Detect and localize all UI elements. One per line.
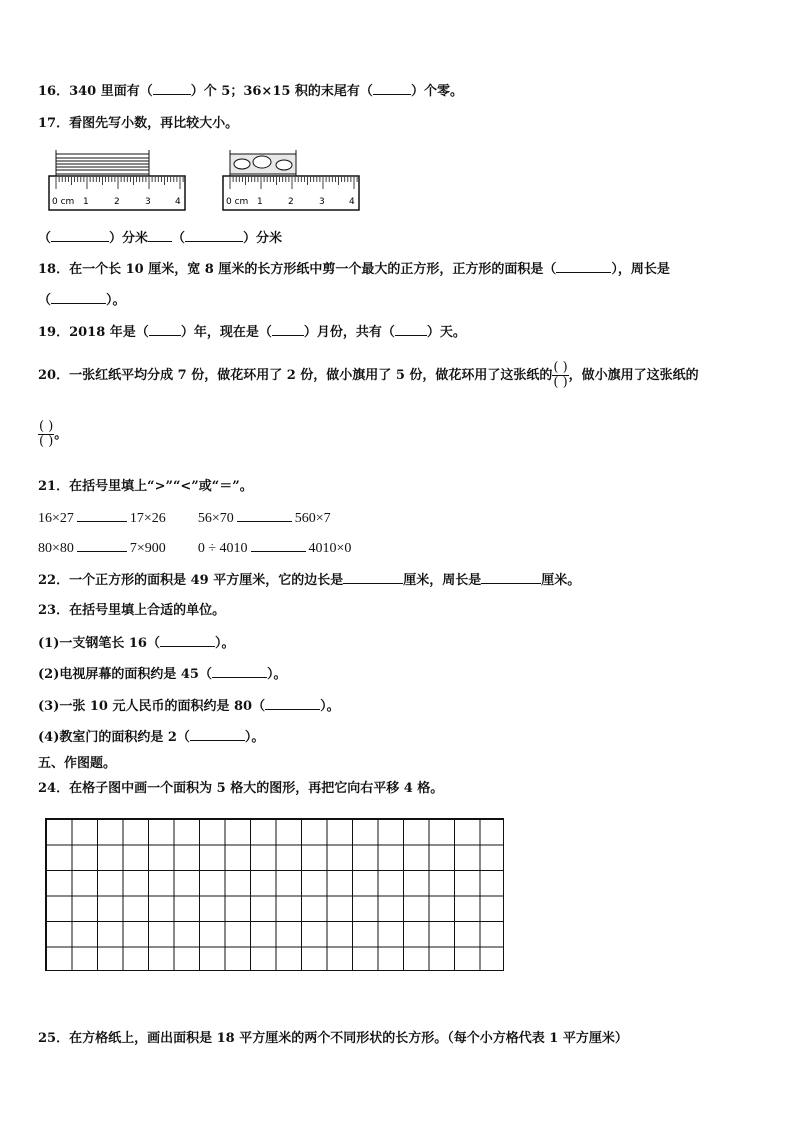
q19-text-2: ）年，现在是（	[180, 325, 272, 340]
question-18	[38, 260, 670, 279]
q23-item-1	[38, 634, 234, 653]
q17-blank-2[interactable]	[185, 229, 243, 242]
q20-frac2-numerator: ( )	[39, 419, 54, 434]
q21-row-1	[38, 509, 331, 528]
q21-expr-2a: 80×80	[38, 541, 74, 556]
q21-blank-4[interactable]	[251, 539, 306, 552]
q20-number: 20．	[38, 368, 70, 383]
q23-item2-text: (2)电视屏幕的面积约是 45（	[38, 667, 212, 682]
ruler2-label-1: 1	[257, 197, 263, 207]
q21-expr-2c: 0 ÷ 4010	[197, 541, 248, 556]
q20-frac1-denominator: ( )	[553, 375, 568, 390]
q23-item1-text: (1)一支钢笔长 16（	[38, 636, 160, 651]
question-19	[38, 323, 466, 342]
q21-row-2	[38, 539, 351, 558]
ruler2-label-4: 4	[349, 197, 355, 207]
ruler2-label-3: 3	[319, 197, 325, 207]
q22-number: 22．	[38, 573, 70, 588]
ruler-figure-1	[48, 150, 188, 212]
q23-item-3	[38, 697, 340, 716]
question-24	[38, 780, 443, 798]
q24-number: 24．	[38, 781, 70, 796]
q17-compare-blank[interactable]	[148, 229, 172, 242]
q17-answer-unit-1: ）分米	[109, 231, 149, 246]
q25-text: 在方格纸上，画出面积是 18 平方厘米的两个不同形状的长方形。（每个小方格代表 1 平方厘米）	[69, 1031, 628, 1046]
q20-frac1-numerator: ( )	[553, 360, 568, 375]
q19-text-1: 2018 年是（	[69, 325, 149, 340]
q19-blank-3[interactable]	[395, 323, 427, 336]
ruler2-label-0: 0 cm	[226, 197, 249, 207]
ruler1-label-3: 3	[145, 197, 151, 207]
q20-frac2-denominator: ( )	[39, 434, 54, 449]
q16-blank-1[interactable]	[153, 82, 191, 95]
q17-blank-1[interactable]	[51, 229, 109, 242]
q17-text: 看图先写小数，再比较大小。	[69, 116, 239, 131]
q18-number: 18．	[38, 262, 70, 277]
q23-item4-text: (4)教室门的面积约是 2（	[38, 730, 190, 745]
q23-text: 在括号里填上合适的单位。	[69, 603, 226, 618]
q23-item-4	[38, 728, 264, 747]
q19-text-4: ）天。	[426, 325, 466, 340]
q24-text: 在格子图中画一个面积为 5 格大的图形，再把它向右平移 4 格。	[69, 781, 444, 796]
q17-answer-unit-2: ）分米	[243, 231, 283, 246]
ruler1-label-4: 4	[175, 197, 181, 207]
q25-number: 25．	[38, 1031, 70, 1046]
q23-blank-2[interactable]	[212, 665, 267, 678]
q18-blank-1[interactable]	[556, 260, 611, 273]
q21-blank-2[interactable]	[237, 509, 292, 522]
q22-text-3: 厘米。	[541, 573, 581, 588]
question-20-line-2	[38, 420, 67, 449]
q20-text-2: ，做小旗用了这张纸的	[568, 368, 699, 383]
q22-blank-1[interactable]	[343, 571, 403, 584]
q19-text-3: ）月份，共有（	[303, 325, 395, 340]
q16-blank-2[interactable]	[373, 82, 411, 95]
q20-fraction-1[interactable]	[552, 361, 568, 390]
q21-blank-1[interactable]	[77, 509, 127, 522]
ruler1-label-2: 2	[114, 197, 120, 207]
q17-answer-open-2: （	[172, 231, 186, 246]
drawing-grid[interactable]	[45, 818, 504, 971]
q22-blank-2[interactable]	[481, 571, 541, 584]
ruler2-label-2: 2	[288, 197, 294, 207]
q18-text-4: ）。	[106, 293, 126, 308]
ruler-figure-2	[222, 150, 362, 212]
q21-expr-1c: 56×70	[197, 511, 234, 526]
q20-fraction-2[interactable]	[38, 420, 54, 449]
ruler1-label-1: 1	[83, 197, 89, 207]
q18-text-1: 在一个长 10 厘米，宽 8 厘米的长方形纸中剪一个最大的正方形，正方形的面积是（	[69, 262, 557, 277]
q21-text: 在括号里填上“>”“<”或“＝”。	[69, 479, 253, 494]
q23-item3-text: (3)一张 10 元人民币的面积约是 80（	[38, 699, 266, 714]
question-17	[38, 115, 238, 133]
measured-bar-patterned	[230, 150, 296, 178]
q17-answer-open-1: （	[38, 231, 52, 246]
q23-blank-3[interactable]	[265, 697, 320, 710]
q22-text-2: 厘米，周长是	[403, 573, 482, 588]
question-22	[38, 571, 580, 590]
q23-item-2	[38, 665, 286, 684]
section-heading-5: 五、作图题。	[38, 756, 117, 771]
question-16	[38, 82, 463, 101]
q23-blank-4[interactable]	[190, 728, 245, 741]
q20-text-1: 一张红纸平均分成 7 份，做花环用了 2 份，做小旗用了 5 份，做花环用了这张纸的	[69, 368, 553, 383]
q17-number: 17．	[38, 116, 70, 131]
q20-end: 。	[54, 427, 68, 442]
question-20	[38, 361, 699, 390]
q16-number: 16．	[38, 84, 70, 99]
q21-blank-3[interactable]	[77, 539, 127, 552]
q23-item3-end: ）。	[320, 699, 340, 714]
question-23	[38, 602, 225, 620]
q19-blank-1[interactable]	[149, 323, 181, 336]
q21-expr-1b: 17×26	[129, 511, 166, 526]
q17-answer-line	[38, 229, 282, 248]
q21-expr-1a: 16×27	[38, 511, 74, 526]
q19-blank-2[interactable]	[272, 323, 304, 336]
measured-bar-striped	[56, 150, 149, 178]
q22-text-1: 一个正方形的面积是 49 平方厘米，它的边长是	[69, 573, 344, 588]
q21-expr-2d: 4010×0	[308, 541, 352, 556]
q21-expr-2b: 7×900	[129, 541, 166, 556]
q19-number: 19．	[38, 325, 70, 340]
q21-expr-1d: 560×7	[294, 511, 331, 526]
q23-blank-1[interactable]	[160, 634, 215, 647]
q23-item4-end: ）。	[244, 730, 265, 745]
q18-blank-2[interactable]	[51, 291, 106, 304]
ruler1-label-0: 0 cm	[52, 197, 75, 207]
q23-item1-end: ）。	[214, 636, 235, 651]
question-25	[38, 1030, 628, 1048]
question-18-line-2	[38, 291, 126, 310]
question-21	[38, 478, 253, 496]
q16-text-1: 340 里面有（	[69, 84, 153, 99]
q23-item2-end: ）。	[266, 667, 287, 682]
q23-number: 23．	[38, 603, 70, 618]
q21-number: 21．	[38, 479, 70, 494]
q18-text-2: ），周长是	[611, 262, 670, 277]
q16-text-2: ）个 5；36×15 积的末尾有（	[190, 84, 373, 99]
q16-text-3: ）个零。	[410, 84, 463, 99]
q18-text-3: （	[38, 293, 52, 308]
